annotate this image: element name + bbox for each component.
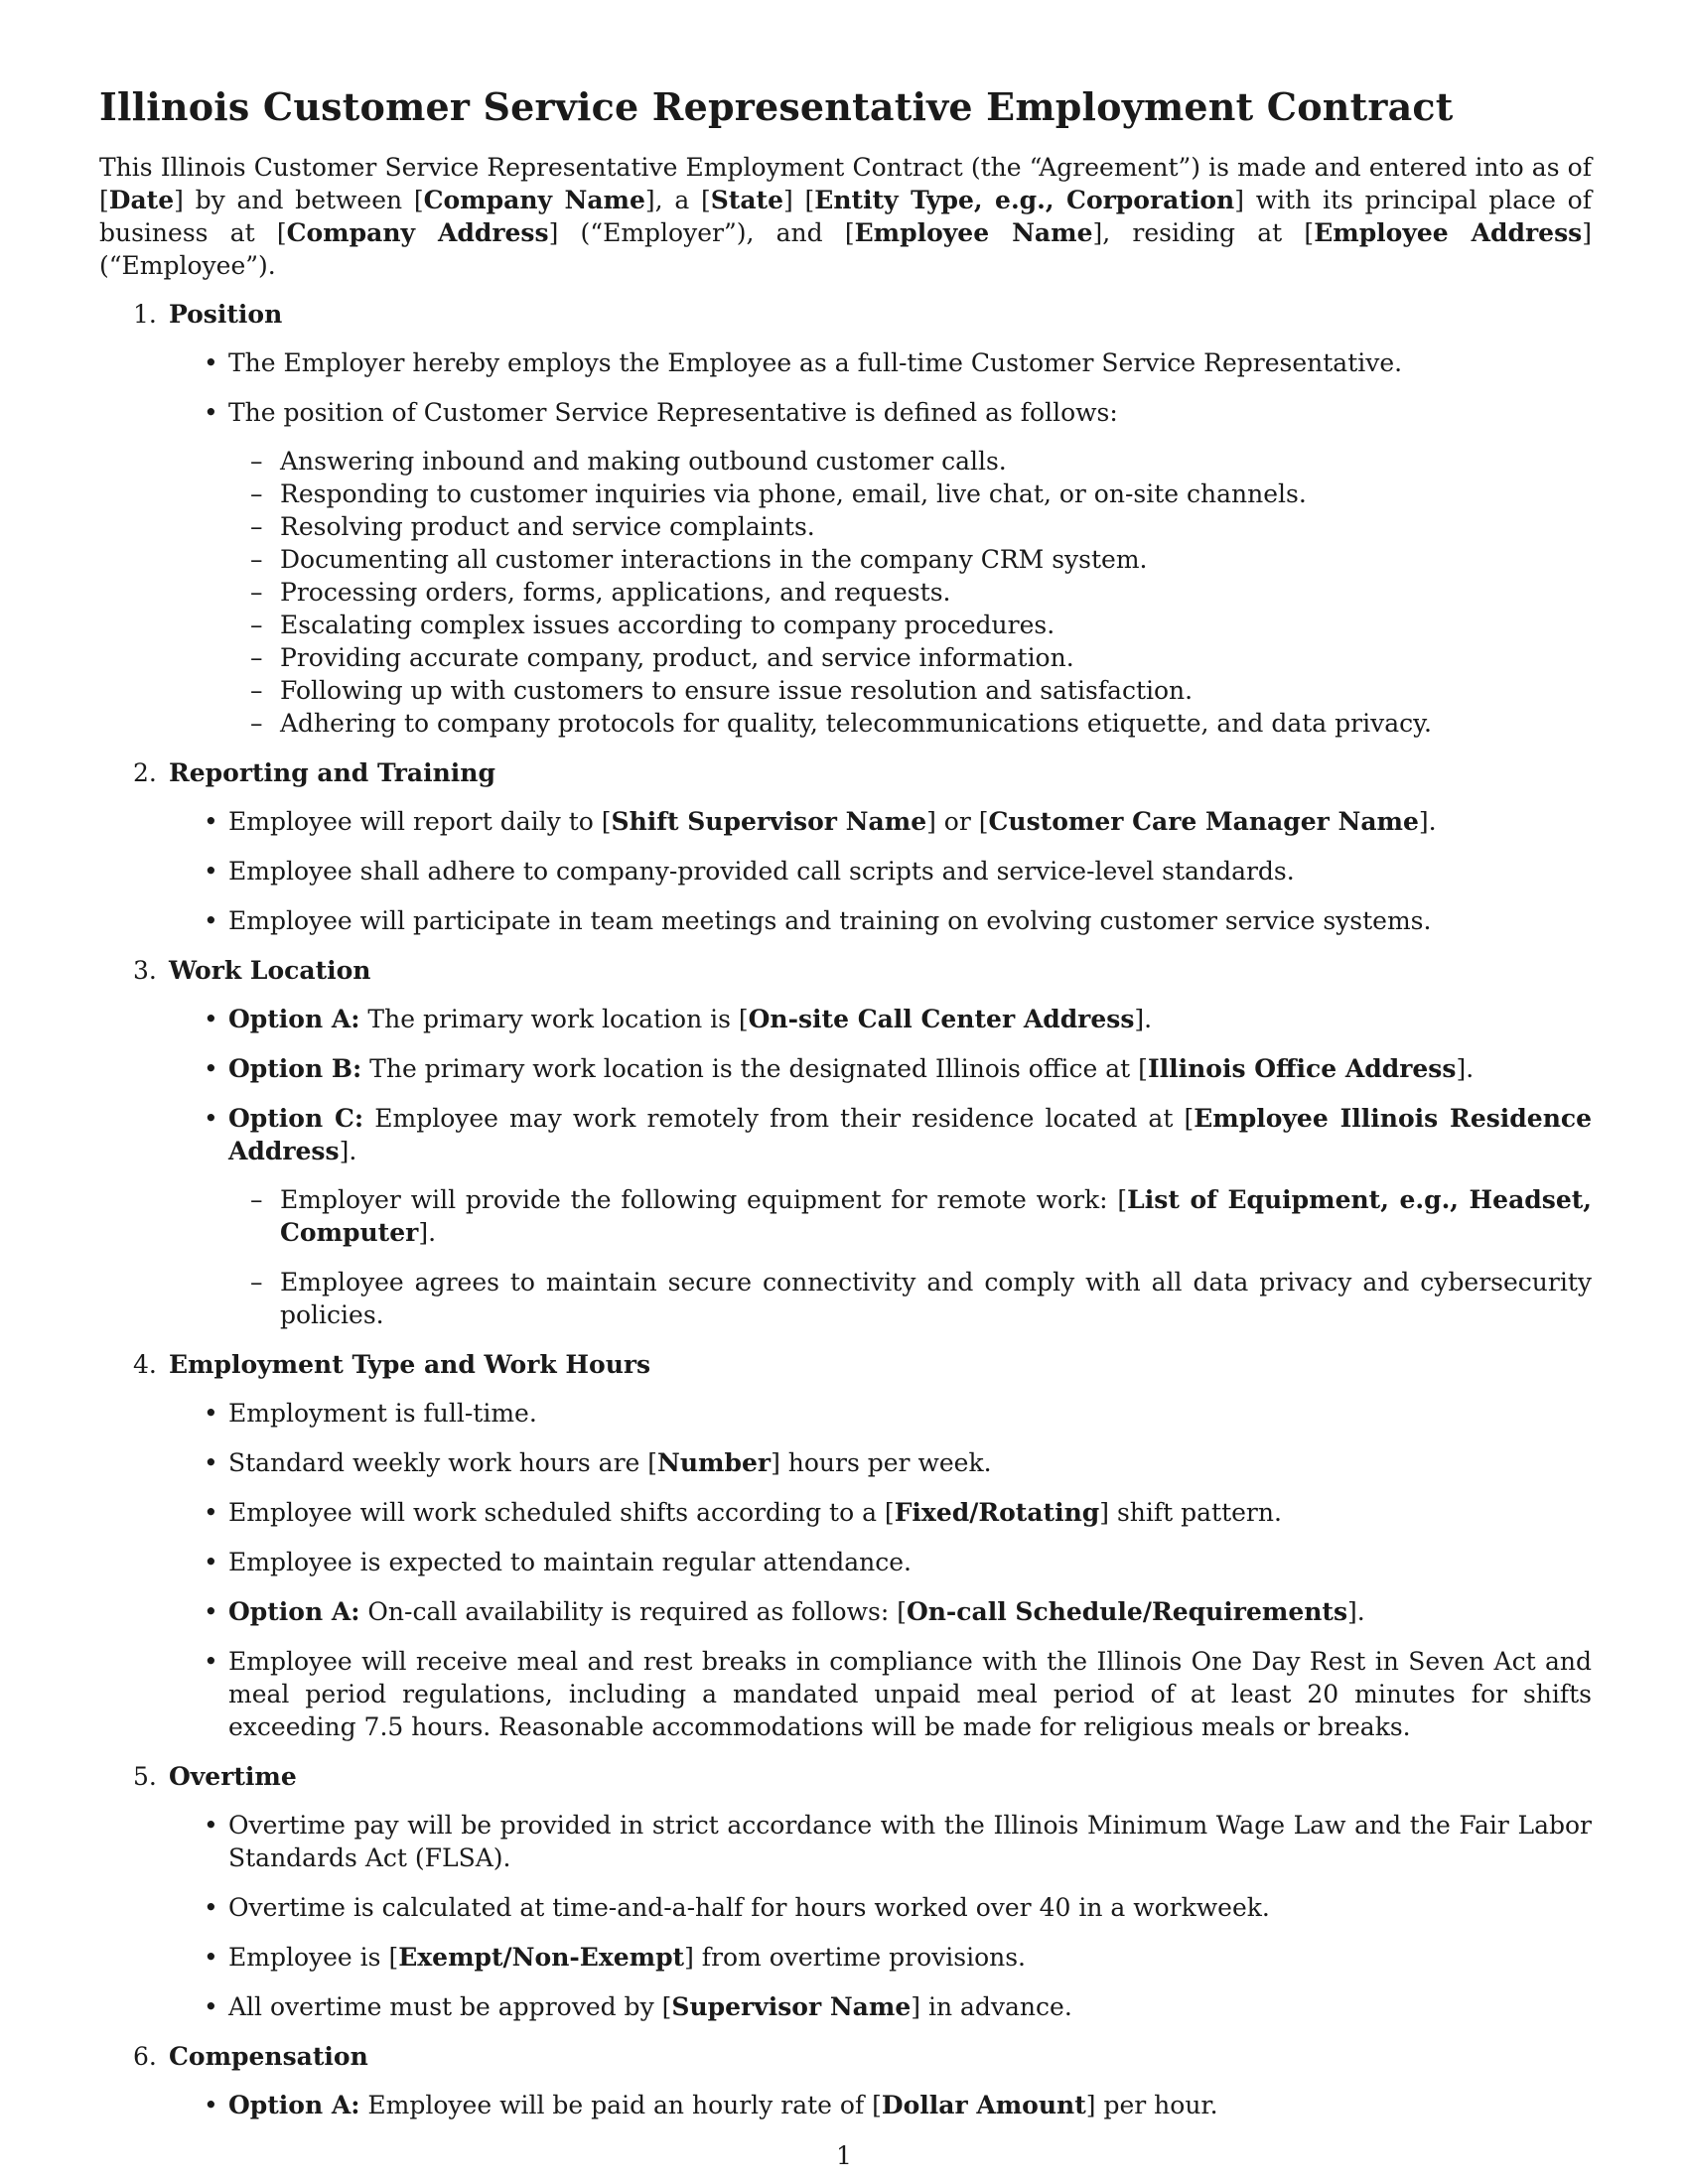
text-run: The primary work location is [ (359, 1005, 749, 1033)
list-item (169, 805, 1592, 838)
section-2 (99, 756, 1592, 937)
sections-list (99, 298, 1592, 2121)
section-title: Work Location (169, 956, 371, 985)
bold-text: Option A: (228, 2091, 360, 2119)
list-item (169, 396, 1592, 740)
text-run: Employer will provide the following equipment for remote work: [ (280, 1185, 1128, 1214)
list-item (169, 1645, 1592, 1743)
section-title: Compensation (169, 2042, 368, 2071)
section-number: 5. (133, 1762, 157, 1791)
document-page (99, 83, 1592, 2138)
bold-text: Entity Type, e.g., Corporation (814, 186, 1235, 214)
text-run: Processing orders, forms, applications, and requests. (280, 578, 951, 607)
bold-text: State (710, 186, 784, 214)
bold-text: On-call Schedule/Requirements (906, 1597, 1348, 1626)
bold-text: Illinois Office Address (1147, 1054, 1457, 1083)
bullet-list (169, 2089, 1592, 2121)
text-run: The Employer hereby employs the Employee as a full-time Customer Service Representative. (228, 348, 1403, 377)
text-run: Employee will receive meal and rest breaks in compliance with the Illinois One Day Rest in Seven Act and meal period regulations, including a mandated unpaid meal period of at least 20 minutes for shifts exceeding 7.5 hours. Reasonable accommodations will be made for religious meals or breaks. (228, 1647, 1592, 1741)
text-run: ]. (418, 1218, 437, 1247)
text-run: Resolving product and service complaints. (280, 512, 815, 541)
list-item (169, 1052, 1592, 1085)
section-title: Overtime (169, 1762, 297, 1791)
page-number: 1 (836, 2141, 852, 2170)
bold-text: Date (108, 186, 175, 214)
text-run: Employment is full-time. (228, 1399, 537, 1428)
list-item (169, 1990, 1592, 2023)
text-run: Employee will report daily to [ (228, 807, 612, 836)
bullet-list (169, 1809, 1592, 2023)
list-item (169, 346, 1592, 379)
sub-list-item (228, 543, 1592, 576)
bold-text: Employee Address (1314, 218, 1583, 247)
intro-paragraph (99, 151, 1592, 282)
bold-text: Shift Supervisor Name (611, 807, 927, 836)
text-run: ] by and between [ (174, 186, 424, 214)
text-run: ]. (1347, 1597, 1365, 1626)
section-6 (99, 2040, 1592, 2121)
text-run: ]. (1418, 807, 1437, 836)
list-item (169, 904, 1592, 937)
list-item (169, 2089, 1592, 2121)
text-run: The primary work location is the designated Illinois office at [ (361, 1054, 1148, 1083)
text-run: Employee will be paid an hourly rate of [ (359, 2091, 882, 2119)
text-run: ] or [ (926, 807, 989, 836)
text-run: Employee agrees to maintain secure connectivity and comply with all data privacy and cybersecurity policies. (280, 1268, 1592, 1329)
section-1 (99, 298, 1592, 740)
text-run: Overtime pay will be provided in strict accordance with the Illinois Minimum Wage Law and the Fair Labor Standards Act (FLSA). (228, 1811, 1592, 1872)
text-run: The position of Customer Service Representative is defined as follows: (228, 398, 1118, 427)
text-run: ] per hour. (1085, 2091, 1218, 2119)
bold-text: Option B: (228, 1054, 362, 1083)
sub-list-item (228, 1183, 1592, 1249)
sub-list-item (228, 510, 1592, 543)
list-item (169, 1102, 1592, 1331)
list-item (169, 1546, 1592, 1578)
text-run: All overtime must be approved by [ (228, 1992, 672, 2021)
document-title: Illinois Customer Service Representative Employment Contract (99, 84, 1454, 129)
text-run: Employee is expected to maintain regular attendance. (228, 1548, 912, 1576)
sub-list (228, 445, 1592, 740)
bold-text: Number (657, 1448, 772, 1477)
bold-text: Option C: (228, 1104, 364, 1133)
sub-list-item (228, 674, 1592, 707)
bold-text: Employee Illinois Residence Address (228, 1104, 1592, 1165)
text-run: ]. (1456, 1054, 1475, 1083)
text-run: Overtime is calculated at time-and-a-half for hours worked over 40 in a workweek. (228, 1893, 1270, 1922)
section-number: 6. (133, 2042, 157, 2071)
bold-text: Company Name (423, 186, 645, 214)
text-run: This Illinois Customer Service Representative Employment Contract (the “Agreement”) is made and entered into as of [ (99, 153, 1592, 214)
text-run: ]. (339, 1137, 357, 1165)
text-run: Employee may work remotely from their residence located at [ (363, 1104, 1195, 1133)
list-item (169, 1941, 1592, 1974)
section-5 (99, 1760, 1592, 2023)
list-item (169, 1496, 1592, 1529)
text-run: ] from overtime provisions. (684, 1943, 1027, 1972)
bold-text: List of Equipment, e.g., Headset, Computer (280, 1185, 1592, 1247)
text-run: ] with its principal place of business at [ (99, 186, 1592, 247)
bold-text: Employee Name (854, 218, 1093, 247)
text-run: Employee shall adhere to company-provided call scripts and service-level standards. (228, 857, 1295, 886)
text-run: Escalating complex issues according to company procedures. (280, 611, 1055, 639)
section-number: 4. (133, 1350, 157, 1379)
bold-text: On-site Call Center Address (748, 1005, 1135, 1033)
text-run: Providing accurate company, product, and service information. (280, 643, 1074, 672)
list-item (169, 1446, 1592, 1479)
text-run: ]. (1134, 1005, 1153, 1033)
text-run: ] hours per week. (771, 1448, 992, 1477)
bullet-list (169, 346, 1592, 740)
text-run: Following up with customers to ensure issue resolution and satisfaction. (280, 676, 1194, 705)
text-run: Documenting all customer interactions in the company CRM system. (280, 545, 1148, 574)
text-run: Employee will work scheduled shifts according to a [ (228, 1498, 895, 1527)
bold-text: Fixed/Rotating (894, 1498, 1100, 1527)
text-run: ] shift pattern. (1099, 1498, 1282, 1527)
text-run: ] in advance. (911, 1992, 1072, 2021)
bold-text: Exempt/Non-Exempt (398, 1943, 685, 1972)
section-title: Employment Type and Work Hours (169, 1350, 651, 1379)
text-run: ] [ (783, 186, 815, 214)
list-item (169, 855, 1592, 887)
section-title: Reporting and Training (169, 758, 495, 787)
section-title: Position (169, 300, 283, 329)
sub-list-item (228, 1266, 1592, 1331)
bold-text: Option A: (228, 1005, 360, 1033)
bold-text: Dollar Amount (881, 2091, 1086, 2119)
text-run: ], a [ (644, 186, 711, 214)
bold-text: Option A: (228, 1597, 360, 1626)
text-run: Answering inbound and making outbound customer calls. (280, 447, 1007, 476)
list-item (169, 1595, 1592, 1628)
sub-list-item (228, 641, 1592, 674)
text-run: ] (“Employer”), and [ (548, 218, 855, 247)
bold-text: Supervisor Name (671, 1992, 912, 2021)
text-run: Responding to customer inquiries via phone, email, live chat, or on-site channels. (280, 479, 1307, 508)
bullet-list (169, 805, 1592, 937)
sub-list-item (228, 707, 1592, 740)
text-run: Employee is [ (228, 1943, 399, 1972)
text-run: ], residing at [ (1092, 218, 1315, 247)
list-item (169, 1003, 1592, 1035)
sub-list-item (228, 609, 1592, 641)
bullet-list (169, 1397, 1592, 1743)
list-item (169, 1809, 1592, 1874)
section-number: 2. (133, 758, 157, 787)
sub-list-item (228, 445, 1592, 478)
sub-list-item (228, 478, 1592, 510)
text-run: On-call availability is required as follows: [ (359, 1597, 907, 1626)
bold-text: Customer Care Manager Name (988, 807, 1419, 836)
section-4 (99, 1348, 1592, 1743)
bullet-list (169, 1003, 1592, 1331)
section-number: 1. (133, 300, 157, 329)
sub-list (228, 1183, 1592, 1331)
section-number: 3. (133, 956, 157, 985)
text-run: ] (“Employee”). (99, 218, 1592, 280)
bold-text: Company Address (286, 218, 549, 247)
text-run: Employee will participate in team meetings and training on evolving customer service systems. (228, 906, 1432, 935)
list-item (169, 1891, 1592, 1924)
text-run: Adhering to company protocols for quality, telecommunications etiquette, and data privacy. (280, 709, 1432, 738)
sub-list-item (228, 576, 1592, 609)
text-run: Standard weekly work hours are [ (228, 1448, 658, 1477)
list-item (169, 1397, 1592, 1430)
section-3 (99, 954, 1592, 1331)
